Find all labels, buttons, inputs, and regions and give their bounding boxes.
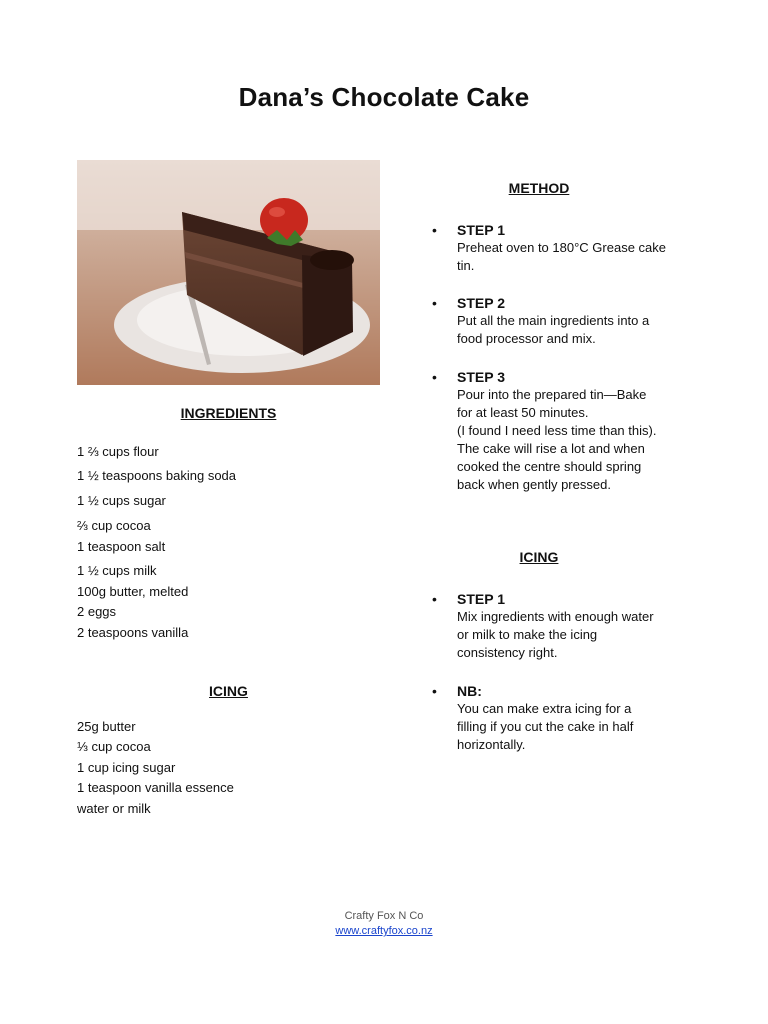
step-text: Put all the main ingredients into a food processor and mix. bbox=[457, 313, 650, 346]
list-item: 25g butter bbox=[77, 719, 136, 734]
list-item: 1 ½ cups milk bbox=[77, 563, 157, 578]
step-title: STEP 1 bbox=[457, 222, 505, 238]
step-title: STEP 3 bbox=[457, 369, 505, 385]
list-item: ⅓ cup cocoa bbox=[77, 739, 151, 754]
list-item: 1 ½ teaspoons baking soda bbox=[77, 468, 237, 483]
step-title: STEP 2 bbox=[457, 295, 505, 311]
list-item: 1 teaspoon vanilla essence bbox=[77, 780, 234, 795]
step-text: You can make extra icing for a filling if you cut the cake in half horizontally. bbox=[457, 701, 634, 752]
list-item: 1 teaspoon salt bbox=[77, 539, 166, 554]
bullet-icon: • bbox=[432, 591, 437, 607]
bullet-icon: • bbox=[432, 683, 437, 699]
step-text: Preheat oven to 180°C Grease cake tin. bbox=[457, 240, 666, 273]
icing-ingredients-heading: ICING bbox=[209, 683, 248, 699]
list-item: 1 cup icing sugar bbox=[77, 760, 176, 775]
cake-photo bbox=[77, 160, 380, 385]
chocolate-cake-slice-icon bbox=[77, 160, 380, 385]
step-text: Pour into the prepared tin—Bake for at least 50 minutes. (I found I need less time than this). The cake will rise a lot and when cooked the centre should spring back when gently pressed. bbox=[457, 387, 657, 492]
step-title: NB: bbox=[457, 683, 482, 699]
bullet-icon: • bbox=[432, 222, 437, 238]
footer-company-name: Crafty Fox N Co bbox=[344, 910, 424, 922]
list-item: 2 teaspoons vanilla bbox=[77, 625, 189, 640]
icing-method-heading: ICING bbox=[519, 549, 559, 565]
list-item: water or milk bbox=[77, 801, 151, 816]
method-heading: METHOD bbox=[508, 180, 570, 196]
footer-website-link[interactable]: www.craftyfox.co.nz bbox=[335, 925, 433, 937]
list-item: 1 ½ cups sugar bbox=[77, 493, 166, 508]
step-text: Mix ingredients with enough water or milk to make the icing consistency right. bbox=[457, 609, 654, 660]
list-item: ⅔ cup cocoa bbox=[77, 518, 151, 533]
ingredients-heading: INGREDIENTS bbox=[180, 405, 277, 421]
list-item: 100g butter, melted bbox=[77, 584, 189, 599]
bullet-icon: • bbox=[432, 295, 437, 311]
list-item: 1 ⅔ cups flour bbox=[77, 444, 159, 459]
list-item: 2 eggs bbox=[77, 604, 117, 619]
bullet-icon: • bbox=[432, 369, 437, 385]
page-title: Dana’s Chocolate Cake bbox=[238, 82, 530, 112]
step-title: STEP 1 bbox=[457, 591, 505, 607]
